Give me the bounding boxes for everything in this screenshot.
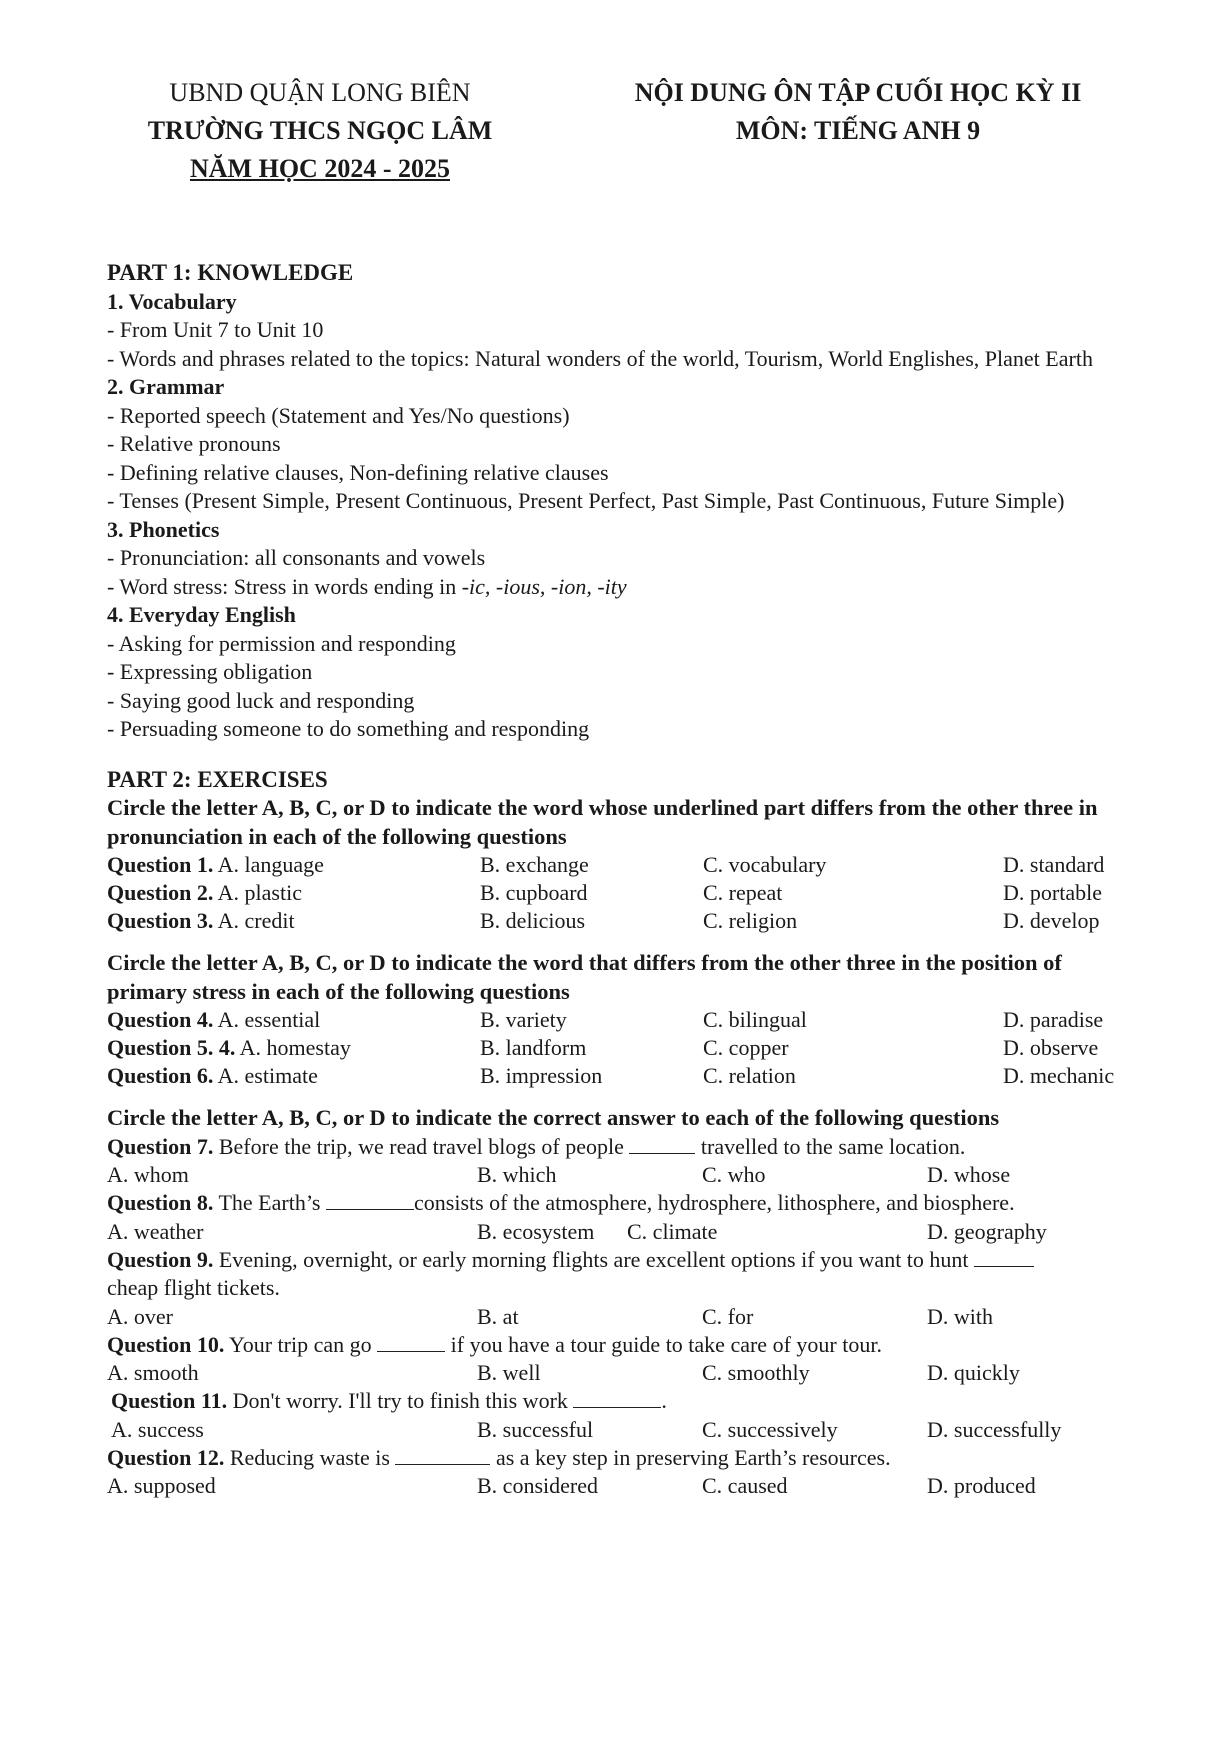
question-text: as a key step in preserving Earth’s resources. [490,1444,891,1470]
option-a: A. over [107,1303,173,1329]
question-label: Question 8. [107,1190,214,1215]
question-label: Question 9. [107,1246,214,1272]
vocab-item: - From Unit 7 to Unit 10 [107,317,324,342]
vocab-item: - Words and phrases related to the topics: Natural wonders of the world, Tourism, World Englishes, Planet Earth [107,345,1093,371]
question-label: Question 2. [107,880,214,905]
question-label: Question 12. [107,1444,225,1470]
question-text: Reducing waste is [229,1444,396,1470]
question-label: Question 7. [107,1133,214,1159]
question-label: Question 5. 4. [107,1035,236,1060]
question-stem [107,1246,1127,1275]
option-d: D. quickly [927,1360,1020,1385]
option-a: A. plastic [217,880,302,905]
option-d: D. observe [1003,1035,1099,1060]
school-name: TRƯỜNG THCS NGỌC LÂM [147,116,493,145]
option-b: B. delicious [480,908,586,933]
document-title: NỘI DUNG ÔN TẬP CUỐI HỌC KỲ II [634,78,1082,107]
option-a: A. credit [217,908,295,933]
everyday-item: - Persuading someone to do something and responding [107,716,590,741]
answer-blank [974,1248,1034,1267]
vocab-title: 1. Vocabulary [107,288,237,314]
everyday-item: - Asking for permission and responding [107,630,456,656]
options-row [107,1303,1127,1331]
option-c: C. vocabulary [703,852,827,877]
question-stem [107,1387,1127,1416]
option-b: B. considered [477,1473,598,1498]
options-row [107,1472,1127,1500]
option-c: C. climate [627,1218,718,1244]
option-b: B. ecosystem [477,1218,595,1244]
header-right [548,74,1168,150]
district-name: UBND QUẬN LONG BIÊN [169,78,471,107]
question-stem [107,1444,1127,1473]
instruction-pronunciation: Circle the letter A, B, C, or D to indicate the word whose underlined part differs from the other three in pronunciation in each of the following questions [107,795,1098,849]
question-row [107,1034,1127,1062]
question-label: Question 3. [107,908,214,933]
question-label: Question 4. [107,1007,214,1032]
option-b: B. exchange [480,852,589,877]
options-row [107,1359,1127,1387]
option-c: C. copper [703,1035,789,1060]
option-d: D. with [927,1303,993,1329]
option-c: C. bilingual [703,1007,807,1032]
subject-title: MÔN: TIẾNG ANH 9 [735,116,981,145]
option-c: C. relation [703,1063,796,1088]
options-row [107,1161,1127,1189]
option-b: B. landform [480,1035,587,1060]
option-c: C. smoothly [702,1360,810,1385]
option-d: D. paradise [1003,1007,1104,1032]
option-a: A. estimate [217,1063,318,1088]
question-text: Your trip can go [229,1331,378,1357]
word-endings: -ic, -ious, -ion, -ity [461,573,627,599]
question-text: consists of the atmosphere, hydrosphere, lithosphere, and biosphere. [414,1190,1015,1215]
everyday-item: - Expressing obligation [107,659,313,684]
option-d: D. successfully [927,1416,1062,1442]
option-b: B. variety [480,1007,567,1032]
option-b: B. successful [477,1416,594,1442]
grammar-item: - Reported speech (Statement and Yes/No questions) [107,402,570,428]
answer-blank [326,1191,414,1210]
question-label: Question 11. [111,1388,228,1413]
option-c: C. repeat [703,880,783,905]
option-c: C. religion [703,908,798,933]
grammar-item: - Defining relative clauses, Non-defining relative clauses [107,459,609,485]
option-d: D. standard [1003,852,1105,877]
question-text: . [661,1388,667,1413]
question-text: Evening, overnight, or early morning flights are excellent options if you want to hunt [218,1246,975,1272]
question-label: Question 10. [107,1331,225,1357]
options-row [107,1218,1127,1246]
question-text: if you have a tour guide to take care of your tour. [445,1331,882,1357]
option-d: D. geography [927,1218,1047,1244]
option-c: C. who [702,1162,766,1187]
options-row [107,1416,1127,1444]
option-a: A. homestay [239,1035,351,1060]
question-row [107,851,1127,879]
option-d: D. mechanic [1003,1063,1115,1088]
question-row [107,907,1127,935]
option-a: A. success [111,1416,204,1442]
instruction-answer: Circle the letter A, B, C, or D to indicate the correct answer to each of the following questions [107,1105,1000,1130]
everyday-item: - Saying good luck and responding [107,687,415,713]
school-year: NĂM HỌC 2024 - 2025 [190,154,450,183]
question-stem-continued: cheap flight tickets. [107,1275,280,1300]
phonetics-item-prefix: - Word stress: Stress in words ending in [107,573,462,599]
part1-title: PART 1: KNOWLEDGE [107,260,354,285]
option-c: C. successively [702,1416,838,1442]
phonetics-item [107,573,1127,602]
question-text: The Earth’s [218,1190,326,1215]
option-c: C. caused [702,1473,788,1498]
grammar-item: - Tenses (Present Simple, Present Continuous, Present Perfect, Past Simple, Past Continuous, Future Simple) [107,488,1065,513]
answer-blank [573,1389,661,1408]
question-row [107,1062,1127,1090]
option-b: B. impression [480,1063,603,1088]
grammar-title: 2. Grammar [107,374,225,399]
question-row [107,1006,1127,1034]
question-text: Before the trip, we read travel blogs of people [218,1133,630,1159]
question-text: Don't worry. I'll try to finish this work [232,1388,574,1413]
option-a: A. whom [107,1162,189,1187]
answer-blank [377,1333,445,1352]
option-b: B. at [477,1303,519,1329]
option-a: A. language [217,852,324,877]
option-c: C. for [702,1303,754,1329]
phonetics-title: 3. Phonetics [107,516,220,542]
question-text: travelled to the same location. [695,1133,966,1159]
option-d: D. develop [1003,908,1100,933]
question-label: Question 6. [107,1063,214,1088]
question-stem [107,1331,1127,1360]
part2-title: PART 2: EXERCISES [107,766,328,792]
grammar-item: - Relative pronouns [107,431,281,456]
option-b: B. well [477,1360,541,1385]
option-d: D. portable [1003,880,1102,905]
header-left [120,74,520,188]
option-a: A. weather [107,1218,204,1244]
option-a: A. smooth [107,1360,199,1385]
document-body [107,259,1127,1500]
option-a: A. essential [217,1007,321,1032]
option-b: B. cupboard [480,880,588,905]
option-b: B. which [477,1162,557,1187]
answer-blank [629,1135,695,1154]
question-row [107,879,1127,907]
answer-blank [395,1446,490,1465]
phonetics-item: - Pronunciation: all consonants and vowels [107,545,486,570]
question-stem [107,1133,1127,1162]
instruction-stress: Circle the letter A, B, C, or D to indicate the word that differs from the other three in the position of primary stress in each of the following questions [107,950,1062,1004]
everyday-title: 4. Everyday English [107,602,296,627]
question-stem [107,1189,1127,1218]
option-a: A. supposed [107,1473,216,1498]
option-d: D. whose [927,1162,1011,1187]
option-d: D. produced [927,1473,1036,1498]
question-label: Question 1. [107,852,214,877]
